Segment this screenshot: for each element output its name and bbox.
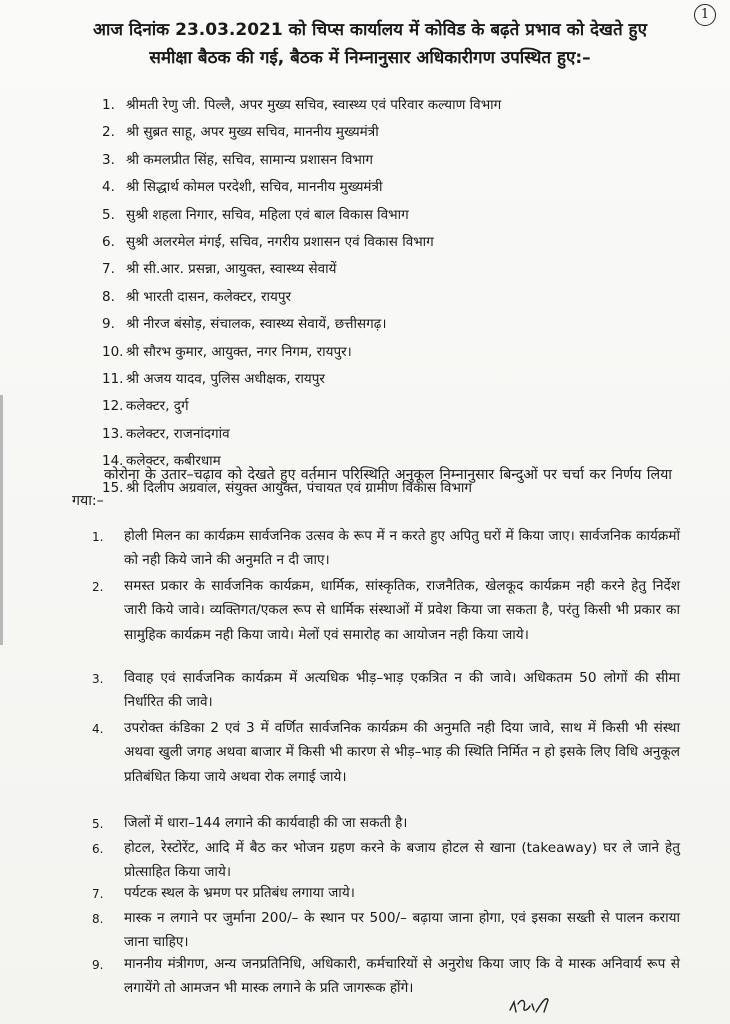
attendee-number: 6. — [102, 233, 115, 250]
point-number: 2. — [92, 580, 104, 594]
page-number: 1 — [694, 4, 716, 26]
attendee-number: 8. — [102, 288, 115, 305]
point-text: जिलों में धारा–144 लगाने की कार्यवाही की जा सकती है। — [124, 815, 408, 831]
page-edge-shadow — [0, 395, 3, 645]
attendee-item — [102, 92, 702, 119]
attendee-number: 13. — [102, 425, 124, 442]
point-number: 7. — [92, 887, 104, 901]
heading-line-2: समीक्षा बैठक की गई, बैठक में निम्नानुसार अधिकारीगण उपस्थित हुए:– — [149, 48, 591, 68]
attendee-text: सुश्री अलरमेल मंगई, सचिव, नगरीय प्रशासन एवं विकास विभाग — [126, 233, 434, 250]
point-text: समस्त प्रकार के सार्वजनिक कार्यक्रम, धार्मिक, सांस्कृतिक, राजनैतिक, खेलकूद कार्यक्रम नही करने हेतु निर्देश जारी किये जावे। व्यक्तिगत/एकल रूप से धार्मिक संस्थाओं में प्रवेश किया जा सकता है, परंतु किसी भी प्रकार का सामुहिक कार्यक्रम नही किया जाये। मेलों एवं समारोह का आयोजन नही किया जाये। — [124, 578, 680, 643]
signature-initials — [508, 990, 554, 1016]
attendee-list — [102, 92, 702, 503]
attendee-item — [102, 284, 702, 311]
attendee-number: 10. — [102, 343, 124, 360]
point-number: 6. — [92, 842, 104, 856]
attendee-text: सुश्री शहला निगार, सचिव, महिला एवं बाल विकास विभाग — [126, 206, 409, 223]
attendee-text: श्रीमती रेणु जी. पिल्लै, अपर मुख्य सचिव, स्वास्थ्य एवं परिवार कल्याण विभाग — [126, 97, 502, 113]
attendee-number: 15. — [102, 480, 124, 497]
attendee-item — [102, 311, 702, 338]
point-number: 8. — [92, 912, 104, 926]
attendee-text: श्री सौरभ कुमार, आयुक्त, नगर निगम, रायपुर। — [126, 343, 352, 360]
point-text: पर्यटक स्थल के भ्रमण पर प्रतिबंध लगाया जाये। — [124, 885, 355, 901]
attendee-item — [102, 339, 702, 366]
point-text: होटल, रेस्टोरेंट, आदि में बैठ कर भोजन ग्रहण करने के बजाय होटल से खाना (takeaway) घर ले जाने हेतु प्रोत्साहित किया जाये। — [124, 840, 680, 881]
attendee-text: श्री अजय यादव, पुलिस अधीक्षक, रायपुर — [126, 370, 325, 387]
attendee-text: कलेक्टर, राजनांदगांव — [126, 425, 230, 442]
heading-line-1: आज दिनांक 23.03.2021 को चिप्स कार्यालय में कोविड के बढ़ते प्रभाव को देखते हुए — [93, 20, 647, 40]
attendee-item — [102, 202, 702, 229]
attendee-item — [102, 229, 702, 256]
attendee-text: श्री सी.आर. प्रसन्ना, आयुक्त, स्वास्थ्य सेवायें — [126, 261, 337, 278]
attendee-number: 1. — [102, 97, 115, 113]
attendee-number: 11. — [102, 370, 124, 387]
attendee-item — [102, 147, 702, 174]
point-number: 5. — [92, 817, 104, 831]
point-text: विवाह एवं सार्वजनिक कार्यक्रम में अत्यधिक भीड़–भाड़ एकत्रित न की जावे। अधिकतम 50 लोगों की सीमा निर्धारित की जावे। — [124, 670, 680, 711]
attendee-number: 3. — [102, 151, 115, 168]
attendee-text: श्री सिद्धार्थ कोमल परदेशी, सचिव, माननीय मुख्यमंत्री — [126, 179, 383, 196]
attendee-number: 9. — [102, 316, 115, 333]
attendee-text: श्री दिलीप अग्रवाल, संयुक्त आयुक्त, पंचायत एवं ग्रामीण विकास विभाग — [126, 480, 473, 497]
attendee-text: श्री नीरज बंसोड़, संचालक, स्वास्थ्य सेवायें, छत्तीसगढ़। — [126, 316, 387, 333]
point-number: 9. — [92, 958, 104, 972]
point-text: होली मिलन का कार्यक्रम सार्वजनिक उत्सव के रूप में न करते हुए अपितु घरों में किया जाए। सार्वजनिक कार्यक्रमों को नही किये जाने की अनुमति न दी जाए। — [124, 528, 680, 569]
attendee-item — [102, 393, 702, 420]
decision-intro: कोरोना के उतार–चढ़ाव को देखते हुए वर्तमान परिस्थिति अनुकूल निम्नानुसार बिन्दुओं पर चर्चा कर निर्णय लिया गया:– — [72, 467, 672, 509]
attendee-item — [102, 421, 702, 448]
attendee-text: श्री सुब्रत साहू, अपर मुख्य सचिव, माननीय मुख्यमंत्री — [126, 124, 379, 141]
attendee-number: 14. — [102, 453, 124, 470]
point-text: माननीय मंत्रीगण, अन्य जनप्रतिनिधि, अधिकारी, कर्मचारियों से अनुरोध किया जाए कि वे मास्क अनिवार्य रूप से लगायेंगे तो आमजन भी मास्क लगाने के प्रति जागरूक होंगे। — [124, 956, 680, 997]
attendee-text: कलेक्टर, दुर्ग — [126, 398, 189, 415]
attendee-text: श्री भारती दासन, कलेक्टर, रायपुर — [126, 288, 292, 305]
point-number: 1. — [92, 530, 104, 544]
attendee-number: 4. — [102, 179, 115, 196]
attendee-text: श्री कमलप्रीत सिंह, सचिव, सामान्य प्रशासन विभाग — [126, 151, 373, 168]
attendee-number: 2. — [102, 124, 115, 141]
attendee-number: 7. — [102, 261, 115, 278]
point-number: 3. — [92, 672, 104, 686]
attendee-item — [102, 119, 702, 146]
attendee-text: कलेक्टर, कबीरधाम — [126, 453, 221, 470]
point-text: उपरोक्त कंडिका 2 एवं 3 में वर्णित सार्वजनिक कार्यक्रम की अनुमति नही दिया जावे, साथ में किसी भी संस्था अथवा खुली जगह अथवा बाजार में किसी भी कारण से भीड़–भाड़ की स्थिति निर्मित न हो इसके लिए विधि अनुकूल प्रतिबंधित किया जाये अथवा रोक लगाई जाये। — [124, 720, 680, 785]
meeting-heading — [60, 16, 680, 72]
attendee-item — [102, 256, 702, 283]
attendee-item — [102, 366, 702, 393]
attendee-number: 5. — [102, 206, 115, 223]
attendee-number: 12. — [102, 398, 124, 415]
point-number: 4. — [92, 722, 104, 736]
point-text: मास्क न लगाने पर जुर्माना 200/– के स्थान पर 500/– बढ़ाया जाना होगा, एवं इसका सख्ती से पालन कराया जाना चाहिए। — [124, 910, 680, 951]
attendee-item — [102, 174, 702, 201]
